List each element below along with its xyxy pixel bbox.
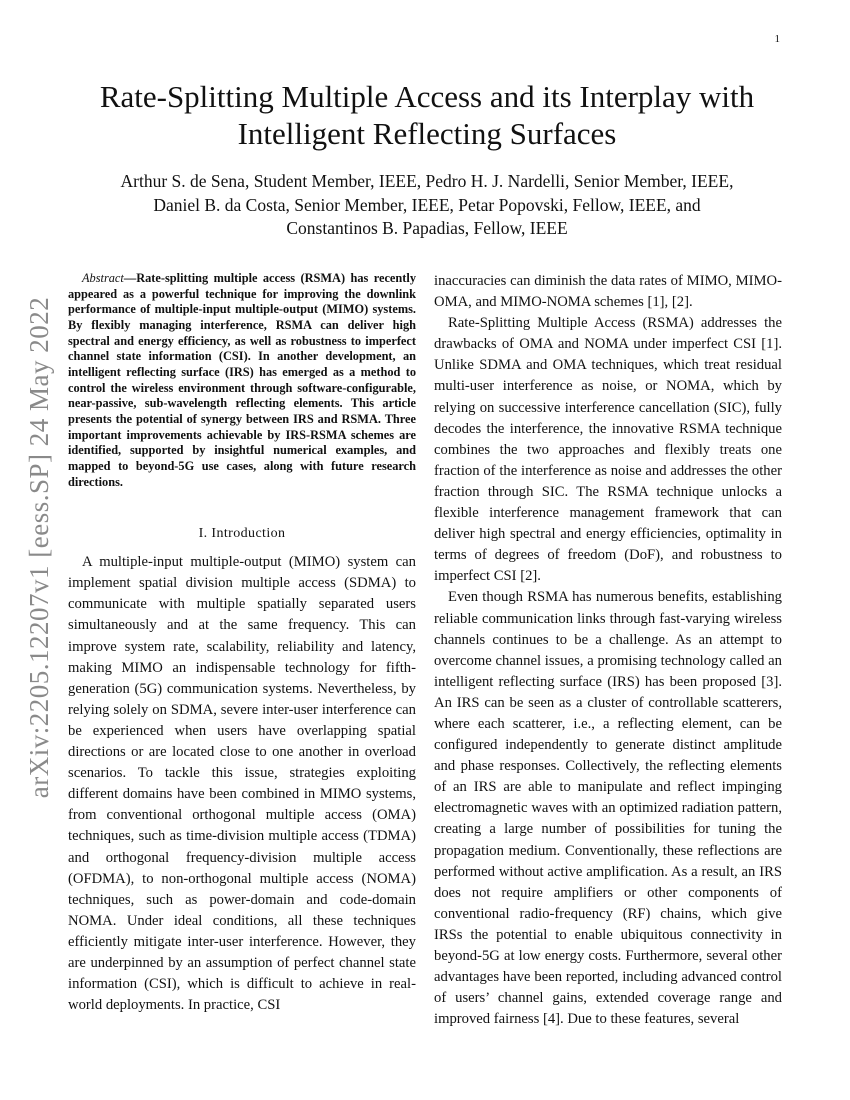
section-heading-introduction: I. Introduction xyxy=(198,526,286,542)
author-line-2: Daniel B. da Costa, Senior Member, IEEE, Petar Popovski, Fellow, IEEE, and xyxy=(153,194,701,215)
paper-title: Rate-Splitting Multiple Access and its Interplay with Intelligent Reflecting Surfaces xyxy=(99,79,755,151)
abstract-dash: — xyxy=(123,271,137,285)
right-column xyxy=(434,271,782,1030)
intro-paragraph-1: A multiple-input multiple-output (MIMO) system can implement spatial division multiple access (SDMA) to communicate with multiple spatially separated users simultaneously and at the same frequency. This can improve system rate, scalability, reliability and latency, making MIMO an indispensable technology for fifth-generation (5G) communication systems. Nevertheless, by relying solely on SDMA, severe inter-user interference can be experienced when users have overlapping spatial directions or are located close to one another in overload scenarios. To tackle this issue, strategies exploiting different domains have been combined in MIMO systems, from conventional orthogonal multiple access (OMA) techniques, such as time-division multiple access (TDMA) and orthogonal frequency-division multiple access (OFDMA), to non-orthogonal multiple access (NOMA) techniques, such as power-domain and code-domain NOMA. Under ideal conditions, all these techniques efficiently mitigate inter-user interference. However, they are underpinned by an assumption of perfect channel state information (CSI), which is difficult to achieve in real-world deployments. In practice, CSI xyxy=(68,554,416,1014)
abstract-text: Rate-splitting multiple access (RSMA) has recently appeared as a powerful technique for improving the downlink performance of multiple-input multiple-output (MIMO) systems. By flexibly managing interference, RSMA can deliver high spectral and energy efficiency, as well as robustness to imperfect channel state information (CSI). In another development, an intelligent reflecting surface (IRS) has emerged as a method to control the wireless environment through software-configurable, near-passive, sub-wavelength reflecting elements. This article presents the potential of synergy between IRS and RSMA. Three important improvements achievable by IRS-RSMA schemes are identified, supported by insightful numerical examples, and mapped to beyond-5G use cases, along with future research directions. xyxy=(68,271,416,489)
abstract xyxy=(68,271,416,490)
author-list xyxy=(70,170,784,241)
arxiv-id: arXiv:2205.12207v1 [eess.SP] 24 May 2022 xyxy=(24,296,55,799)
left-column xyxy=(68,271,416,1016)
abstract-label: Abstract xyxy=(82,271,124,285)
author-line-3: Constantinos B. Papadias, Fellow, IEEE xyxy=(286,218,568,238)
author-line-1: Arthur S. de Sena, Student Member, IEEE, Pedro H. J. Nardelli, Senior Member, IEEE, xyxy=(120,171,734,191)
intro-paragraph-2: Rate-Splitting Multiple Access (RSMA) addresses the drawbacks of OMA and NOMA under imperfect CSI [1]. Unlike SDMA and OMA techniques, which treat residual multi-user interference as noise, or NOMA, which by relying on successive interference cancellation (SIC), fully decodes the interference, the innovative RSMA technique combines the two approaches and flexibly treats one fraction of the interference as noise and addresses the other fraction through SIC. The RSMA technique unlocks a flexible interference management framework that can deliver high spectral and energy efficiencies, optimality in terms of degrees of freedom (DoF), and robustness to imperfect CSI [2]. xyxy=(434,315,782,585)
intro-paragraph-1-continued: inaccuracies can diminish the data rates of MIMO, MIMO-OMA, and MIMO-NOMA schemes [1], [2]. xyxy=(434,273,782,311)
intro-paragraph-3: Even though RSMA has numerous benefits, establishing reliable communication links through fast-varying wireless channels continues to be a challenge. As an attempt to overcome channel issues, a promising technology called an intelligent reflecting surface (IRS) has been proposed [3]. An IRS can be seen as a cluster of controllable scatterers, where each scatterer, i.e., a reflecting element, can be configured independently to generate distinct amplitude and phase responses. Collectively, the reflecting elements of an IRS are able to manipulate and reflect impinging electromagnetic waves with an optimized radiation pattern, creating a large number of possibilities for tuning the propagation medium. Conventionally, these reflections are performed without active amplification. As a result, an IRS does not require amplifiers or other components of conventional radio-frequency (RF) chains, which give IRSs the potential to enable ubiquitous connectivity in beyond-5G at low energy costs. Furthermore, several other advantages have been reported, including advanced control of users’ channel gains, extended coverage range and improved fairness [4]. Due to these features, several xyxy=(434,589,782,1028)
arxiv-watermark xyxy=(22,285,58,810)
page-number: 1 xyxy=(774,33,780,45)
